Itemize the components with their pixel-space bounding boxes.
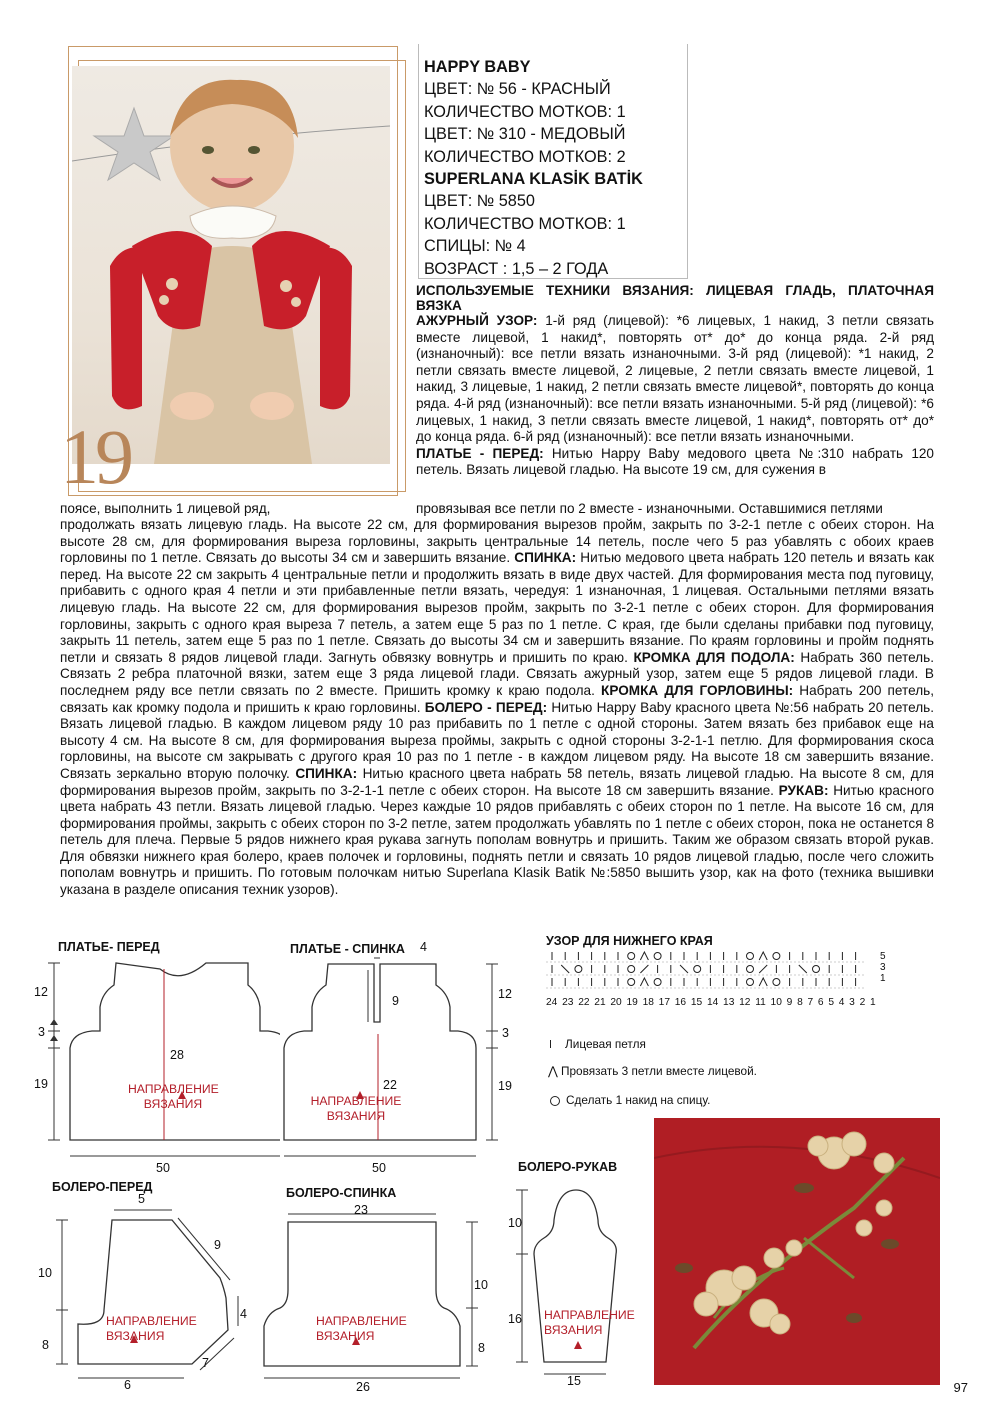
yarn-specs [424, 56, 684, 280]
bolero-back-heading: СПИНКА: [295, 765, 358, 781]
chart-col-number: 9 [786, 997, 793, 1008]
back-text: Нитью медового цвета набрать 120 петель и вязать как перед. На высоте 22 см закрыть 4 центральные петли и продолжить вязать в виде двух частей. Для формирования места под пуговицу, прибавить с одного края 4 петли и эти прибавленные петли вязать, чередуя: 1 изнаночная, 1 лицевая. Остальными петлями вязать лицевую гладь. На высоте 22 см, для формирования вырезов пройм, закрыть по 3-2-1 петле с обеих сторон. Для формирования горловины, закрыть с одного края выреза 7 петель, а затем еще 5 раз по 1 петле. С края, где были сделаны прибавки под пуговицу, закрыть 11 петель, затем еще 5 раз по 1 петле. Связать до высоты 34 см и завершить вязание. По краям горловины и пройм поднять петли и связать 8 рядов лицевой глади. Загнуть обвязку вовнутрь и пришить по краю. [60, 550, 934, 665]
dress-front-title: ПЛАТЬЕ- ПЕРЕД [58, 940, 160, 954]
chart-stitch-symbol [773, 953, 780, 960]
chart-stitch-symbol [640, 965, 648, 973]
chart-col-number: 18 [642, 997, 654, 1008]
dress-back-h-bot: 19 [498, 1079, 512, 1093]
sleeve-heading: РУКАВ: [778, 782, 829, 798]
chart-stitch-symbol [813, 966, 820, 973]
dress-front-center: 28 [170, 1048, 184, 1062]
age: ВОЗРАСТ : 1,5 – 2 ГОДА [424, 259, 609, 278]
bolero-front-direction: НАПРАВЛЕНИЕ ВЯЗАНИЯ [106, 1314, 197, 1343]
instructions-full-width [60, 517, 934, 899]
chart-stitch-symbol [575, 966, 582, 973]
neck-text: Набрать 200 петель, связать как кромку подола и пришить к краю горловины. [60, 682, 935, 715]
bolero-front-h-top: 10 [38, 1266, 52, 1280]
legend-k3tog [548, 1064, 757, 1078]
bolero-front-top: 5 [138, 1192, 145, 1206]
bolero-sleeve-diagram [500, 1176, 650, 1386]
yarn1-qty1: КОЛИЧЕСТВО МОТКОВ: 1 [424, 102, 626, 121]
bolero-front-title: БОЛЕРО-ПЕРЕД [52, 1180, 153, 1194]
chart-col-numbers [546, 997, 876, 1008]
chart-row-1: 1 [880, 973, 886, 984]
bolero-front-bottom: 6 [124, 1378, 131, 1392]
bolero-back-h-bot: 8 [478, 1341, 485, 1355]
yarn2-color: ЦВЕТ: № 5850 [424, 192, 535, 211]
dress-front-text-1: Нитью Happy Baby медового цвета №:310 набрать 120 петель. Вязать лицевой гладью. На высоте 19 см, для сужения в [416, 445, 934, 478]
dress-back-direction: НАПРАВЛЕНИЕ ВЯЗАНИЯ [310, 1094, 402, 1123]
bolero-sleeve-direction: НАПРАВЛЕНИЕ ВЯЗАНИЯ [544, 1308, 635, 1337]
chart-col-number: 4 [838, 997, 845, 1008]
embroidery-photo [654, 1118, 940, 1385]
dress-back-diagram [270, 950, 520, 1176]
chart-stitch-symbol [654, 979, 661, 986]
chart-title: УЗОР ДЛЯ НИЖНЕГО КРАЯ [546, 934, 713, 948]
legend-k3tog-text: Провязать 3 петли вместе лицевой. [560, 1064, 757, 1078]
chart-stitch-symbol [773, 979, 780, 986]
chart-col-number: 21 [594, 997, 606, 1008]
bolero-front-text: Нитью Happy Baby красного цвета №:56 набрать 20 петель. Вязать лицевой гладью. В каждом лицевом ряду 10 раз прибавить по 1 петле с одной стороны. Затем вязать без прибавок еще на высоту 4 см. На высоте 8 см, для формирования выреза проймы, закрыть с одной стороны 3-2-1-1 петлю. Для формирования скоса горловины, на высоте см закрывать с другого края 10 раз по 1 петле - в каждом лицевом ряду. На высоте 18 см завершить вязание. Связать зеркально вторую полочку. [60, 699, 935, 781]
chart-col-number: 23 [562, 997, 574, 1008]
chart-stitch-symbol [680, 965, 688, 973]
chart-col-number: 13 [723, 997, 735, 1008]
main-paragraph [60, 517, 934, 899]
chart-col-number: 19 [626, 997, 638, 1008]
bolero-sleeve-h-bot: 16 [508, 1312, 522, 1326]
dress-back-slit: 4 [420, 940, 427, 954]
dress-front-width: 50 [156, 1161, 170, 1175]
legend-knit-text: Лицевая петля [565, 1037, 646, 1051]
dress-front-h-top: 12 [34, 985, 48, 999]
dress-front-diagram [30, 955, 280, 1175]
bolero-front-heading: БОЛЕРО - ПЕРЕД: [424, 699, 548, 715]
bolero-front-h-bot: 8 [42, 1338, 49, 1352]
yarn1-name: HAPPY BABY [424, 58, 531, 76]
bolero-back-diagram [250, 1208, 500, 1388]
chart-stitch-symbol [561, 965, 569, 973]
bolero-front-diag: 9 [214, 1238, 221, 1252]
hem-heading: КРОМКА ДЛЯ ПОДОЛА: [633, 649, 795, 665]
dress-back-title: ПЛАТЬЕ - СПИНКА [290, 942, 405, 956]
chart-stitch-symbol [747, 953, 754, 960]
chart-col-number: 2 [859, 997, 866, 1008]
lace-heading: АЖУРНЫЙ УЗОР: [416, 313, 538, 328]
chart-col-number: 11 [755, 997, 766, 1008]
yarn1-color2: ЦВЕТ: № 310 - МЕДОВЫЙ [424, 125, 626, 144]
dress-back-h-mid: 3 [502, 1026, 509, 1040]
chart-col-number: 7 [807, 997, 814, 1008]
chart-stitch-symbol [640, 978, 648, 986]
lace-text: 1-й ряд (лицевой): *6 лицевых, 1 накид, 3 петли связать вместе лицевой, 1 накид*, повторять от* до* до конца ряда. 2-й ряд (изнаночный): все петли вязать изнаночными. 3-й ряд (лицевой): *1 накид, 2 петли связать вместе лицевой, 2 лицевые, 2 петли связать вместе лицевой, 1 накид, 3 лицевые, 1 накид, 2 петли связать вместе лицевой*, повторять до конца ряда. 4-й ряд (изнаночный): все петли вязать изнаночными. 5-й ряд (лицевой): *6 лицевых, 1 накид, 3 петли связать вместе лицевой, 1 накид*, повторять от* до* до конца ряда. 6-й ряд (изнаночный): все петли вязать изнаночными. [416, 313, 934, 445]
knit-symbol-icon [550, 1040, 551, 1048]
bolero-back-bottom: 26 [356, 1380, 370, 1394]
dress-front-text-3: продолжать вязать лицевую гладь. На высоте 22 см, для формирования вырезов пройм, закрыть по 3-2-1 петле с обеих сторон. На высоте 28 см, для формирования выреза горловины, закрыть центральные 14 петель, после чего 5 раз убавлять с обоих краев горловины по 1 петле. Связать до высоты 34 см и завершить вязание. [60, 517, 934, 566]
chart-stitch-symbol [747, 979, 754, 986]
yarn1-color1: ЦВЕТ: № 56 - КРАСНЫЙ [424, 80, 611, 99]
chart-col-number: 20 [610, 997, 622, 1008]
model-number: 19 [60, 413, 130, 500]
dress-front-heading: ПЛАТЬЕ - ПЕРЕД: [416, 445, 544, 461]
chart-col-number: 10 [770, 997, 782, 1008]
yarn2-name: SUPERLANA KLASİK BATİK [424, 170, 643, 189]
dress-front-h-bot: 19 [34, 1077, 48, 1091]
bolero-sleeve-title: БОЛЕРО-РУКАВ [518, 1160, 618, 1174]
bolero-front-diagram [34, 1198, 264, 1388]
bolero-front-side: 4 [240, 1307, 247, 1321]
instructions-right-column [416, 283, 934, 479]
legend-yo [550, 1093, 710, 1107]
dress-front-text-2a: поясе, выполнить 1 лицевой ряд, [60, 501, 271, 516]
chart-col-number: 6 [817, 997, 824, 1008]
chart-col-number: 15 [690, 997, 703, 1008]
bolero-back-direction: НАПРАВЛЕНИЕ ВЯЗАНИЯ [316, 1314, 407, 1343]
yo-symbol-icon [550, 1096, 560, 1106]
neck-heading: КРОМКА ДЛЯ ГОРЛОВИНЫ: [601, 682, 794, 698]
chart-stitch-symbol [654, 953, 661, 960]
lace-pattern-paragraph [416, 313, 934, 446]
chart-row-numbers [880, 951, 886, 984]
bolero-front-diag2: 7 [202, 1356, 209, 1370]
stitch-chart [546, 950, 876, 1000]
chart-col-number: 17 [658, 997, 670, 1008]
chart-stitch-symbol [694, 966, 701, 973]
chart-col-number: 3 [849, 997, 855, 1008]
chart-col-number: 8 [797, 997, 803, 1008]
chart-stitch-symbol [747, 966, 754, 973]
chart-stitch-symbol [628, 979, 635, 986]
dress-back-h-top: 12 [498, 987, 512, 1001]
bolero-back-h-top: 10 [474, 1278, 488, 1292]
yarn1-qty2: КОЛИЧЕСТВО МОТКОВ: 2 [424, 147, 626, 166]
legend-knit [550, 1037, 646, 1051]
dress-back-width: 50 [372, 1161, 386, 1175]
bolero-back-text: Нитью красного цвета набрать 58 петель, вязать лицевой гладью. На высоте 8 см, для формирования вырезов пройм, закрыть по 3-2-1-1 петле с обеих сторон. На высоте 18 см завершить вязание. [60, 765, 934, 798]
legend-yo-text: Сделать 1 накид на спицу. [566, 1093, 711, 1107]
chart-col-number: 1 [870, 997, 876, 1008]
chart-stitch-symbol [628, 966, 635, 973]
dress-front-text-2b: провязывая все петли по 2 вместе - изнаночными. Оставшимися петлями [416, 501, 883, 516]
bolero-back-top: 23 [354, 1203, 368, 1217]
bolero-back-title: БОЛЕРО-СПИНКА [286, 1186, 397, 1200]
chart-col-number: 24 [546, 997, 558, 1008]
chart-col-number: 12 [739, 997, 751, 1008]
baby-photo [72, 66, 390, 464]
chart-row-5: 5 [880, 951, 886, 962]
page-number: 97 [953, 1380, 968, 1395]
chart-col-number: 5 [828, 997, 834, 1008]
chart-col-number: 14 [706, 997, 719, 1008]
dress-front-direction: НАПРАВЛЕНИЕ ВЯЗАНИЯ [128, 1082, 219, 1111]
chart-stitch-symbol [799, 965, 807, 973]
bolero-sleeve-bottom: 15 [567, 1374, 581, 1388]
chart-col-number: 22 [578, 997, 590, 1008]
dress-front-h-mid: 3 [38, 1025, 45, 1039]
dress-back-center: 22 [383, 1078, 397, 1092]
back-heading: СПИНКА: [514, 550, 577, 566]
hem-text: Набрать 360 петель. Связать 2 ребра платочной вязки, затем еще 3 ряда лицевой глади. Связать ажурный узор, затем еще 5 рядов лицевой глади. В последнем ряду все петли связать по 2 вместе. Пришить кромку к краю подола. [60, 649, 934, 698]
sleeve-text: Нитью красного цвета набрать 43 петли. Вязать лицевой гладью. Через каждые 10 рядов прибавлять с обеих сторон по 1 петле. На высоте 16 см, для формирования проймы, закрыть с обеих сторон по 3-2 петле, затем продолжать убавлять по 1 петле с обеих сторон, пока не останется 8 петель для плеча. Первые 5 рядов нижнего края рукава загнуть пополам вовнутрь и пришить. Таким же образом связать второй рукав. Для обвязки нижнего края болеро, краев полочек и горловины, поднять петли и связать 10 рядов лицевой гладью, после чего сложить пополам вовнутрь и пришить. По готовым полочкам нитью Superlana Klasik Batik №:5850 вышить узор, как на фото (техника вышивки указана в разделе описания техник узоров). [60, 782, 935, 898]
chart-row-3: 3 [880, 962, 886, 973]
k3tog-symbol-icon: ⋀ [548, 1064, 558, 1078]
chart-stitch-symbol [759, 965, 767, 973]
chart-stitch-symbol [628, 953, 635, 960]
techniques-heading: ИСПОЛЬЗУЕМЫЕ ТЕХНИКИ ВЯЗАНИЯ: ЛИЦЕВАЯ ГЛАДЬ, ПЛАТОЧНАЯ ВЯЗКА [416, 283, 934, 313]
chart-col-number: 16 [674, 997, 687, 1008]
dress-back-slit-height: 9 [392, 994, 399, 1008]
yarn2-qty: КОЛИЧЕСТВО МОТКОВ: 1 [424, 214, 626, 233]
needles: СПИЦЫ: № 4 [424, 237, 526, 256]
dress-front-paragraph [416, 446, 934, 479]
bolero-sleeve-h-top: 10 [508, 1216, 522, 1230]
chart-stitch-symbol [640, 952, 648, 960]
chart-stitch-symbol [759, 952, 767, 960]
chart-stitch-symbol [759, 978, 767, 986]
